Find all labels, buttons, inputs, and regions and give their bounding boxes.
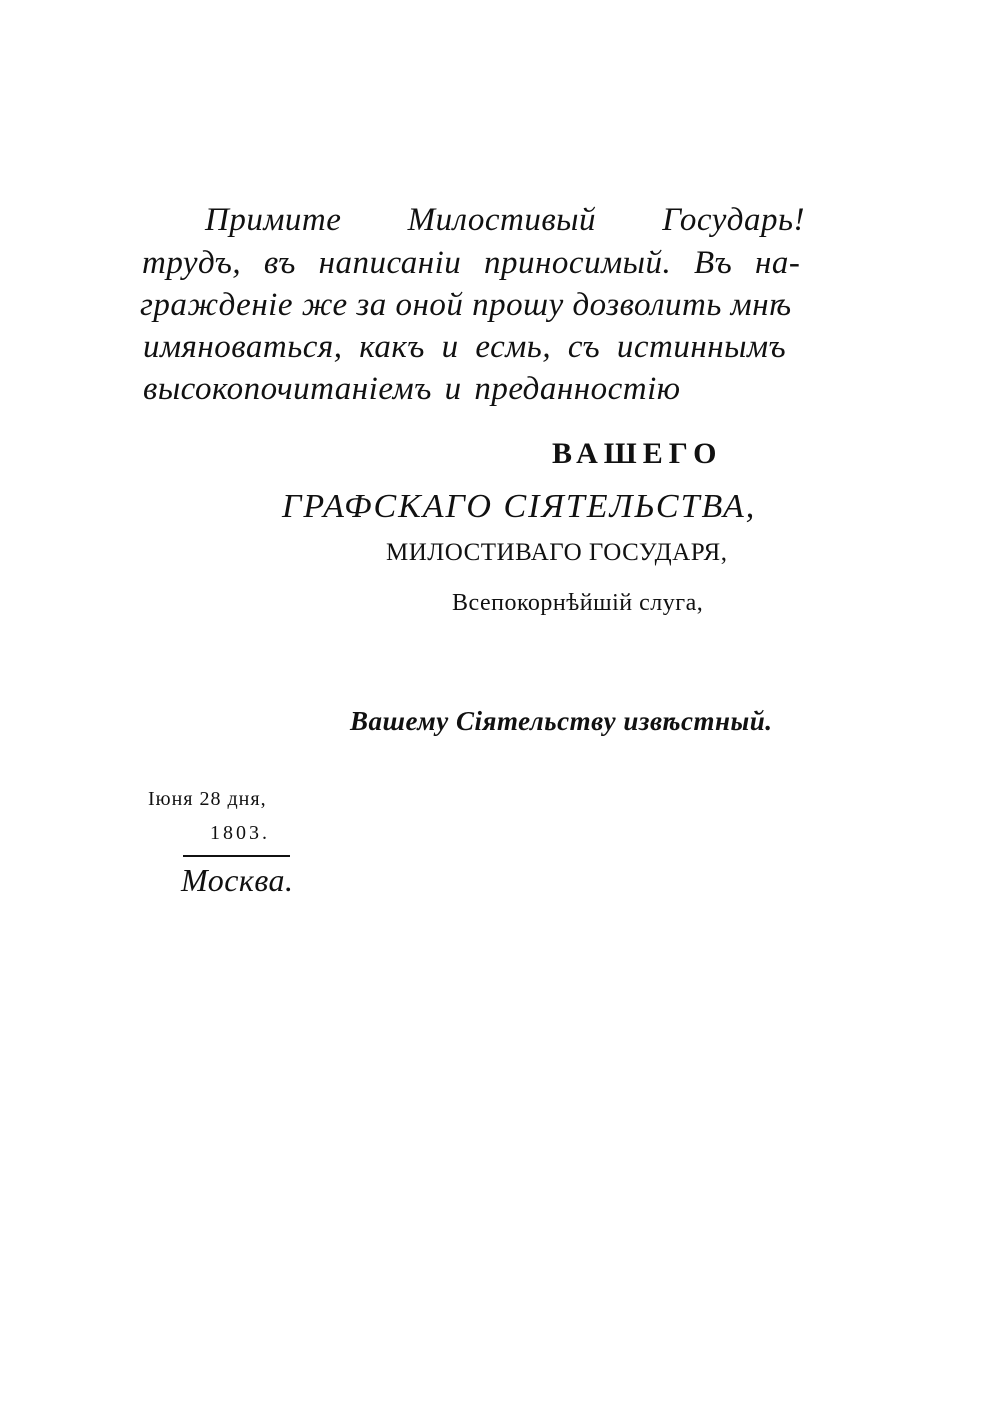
dedication-line-4: имяноваться, какъ и есмь, съ истиннымъ bbox=[143, 329, 787, 365]
year-line: 1803. bbox=[210, 822, 270, 844]
dedication-word: Милостивый bbox=[407, 202, 597, 238]
date-line: Іюня 28 дня, bbox=[148, 788, 267, 810]
dedication-line-1 bbox=[205, 200, 805, 240]
address-line-3: МИЛОСТИВАГО ГОСУДАРЯ, bbox=[386, 539, 728, 566]
dedication-line-5: высокопочитаніемъ и преданностію bbox=[143, 371, 681, 407]
dedication-word: Государь! bbox=[662, 202, 805, 238]
dedication-line-2: трудъ, въ написаніи приносимый. Въ на- bbox=[142, 245, 801, 281]
dedication-line-3: гражденіе же за оной прошу дозволить мнѣ bbox=[140, 287, 792, 323]
address-line-1: ВАШЕГО bbox=[552, 437, 723, 470]
place-line: Москва. bbox=[181, 862, 294, 898]
address-line-2: ГРАФСКАГО СІЯТЕЛЬСТВА, bbox=[282, 488, 757, 525]
dedication-word: Примите bbox=[205, 202, 342, 238]
address-line-4: Всепокорнѣйшій слуга, bbox=[452, 590, 704, 616]
divider-rule bbox=[183, 855, 290, 857]
signature-line: Вашему Сіятельству извѣстный. bbox=[350, 706, 773, 736]
